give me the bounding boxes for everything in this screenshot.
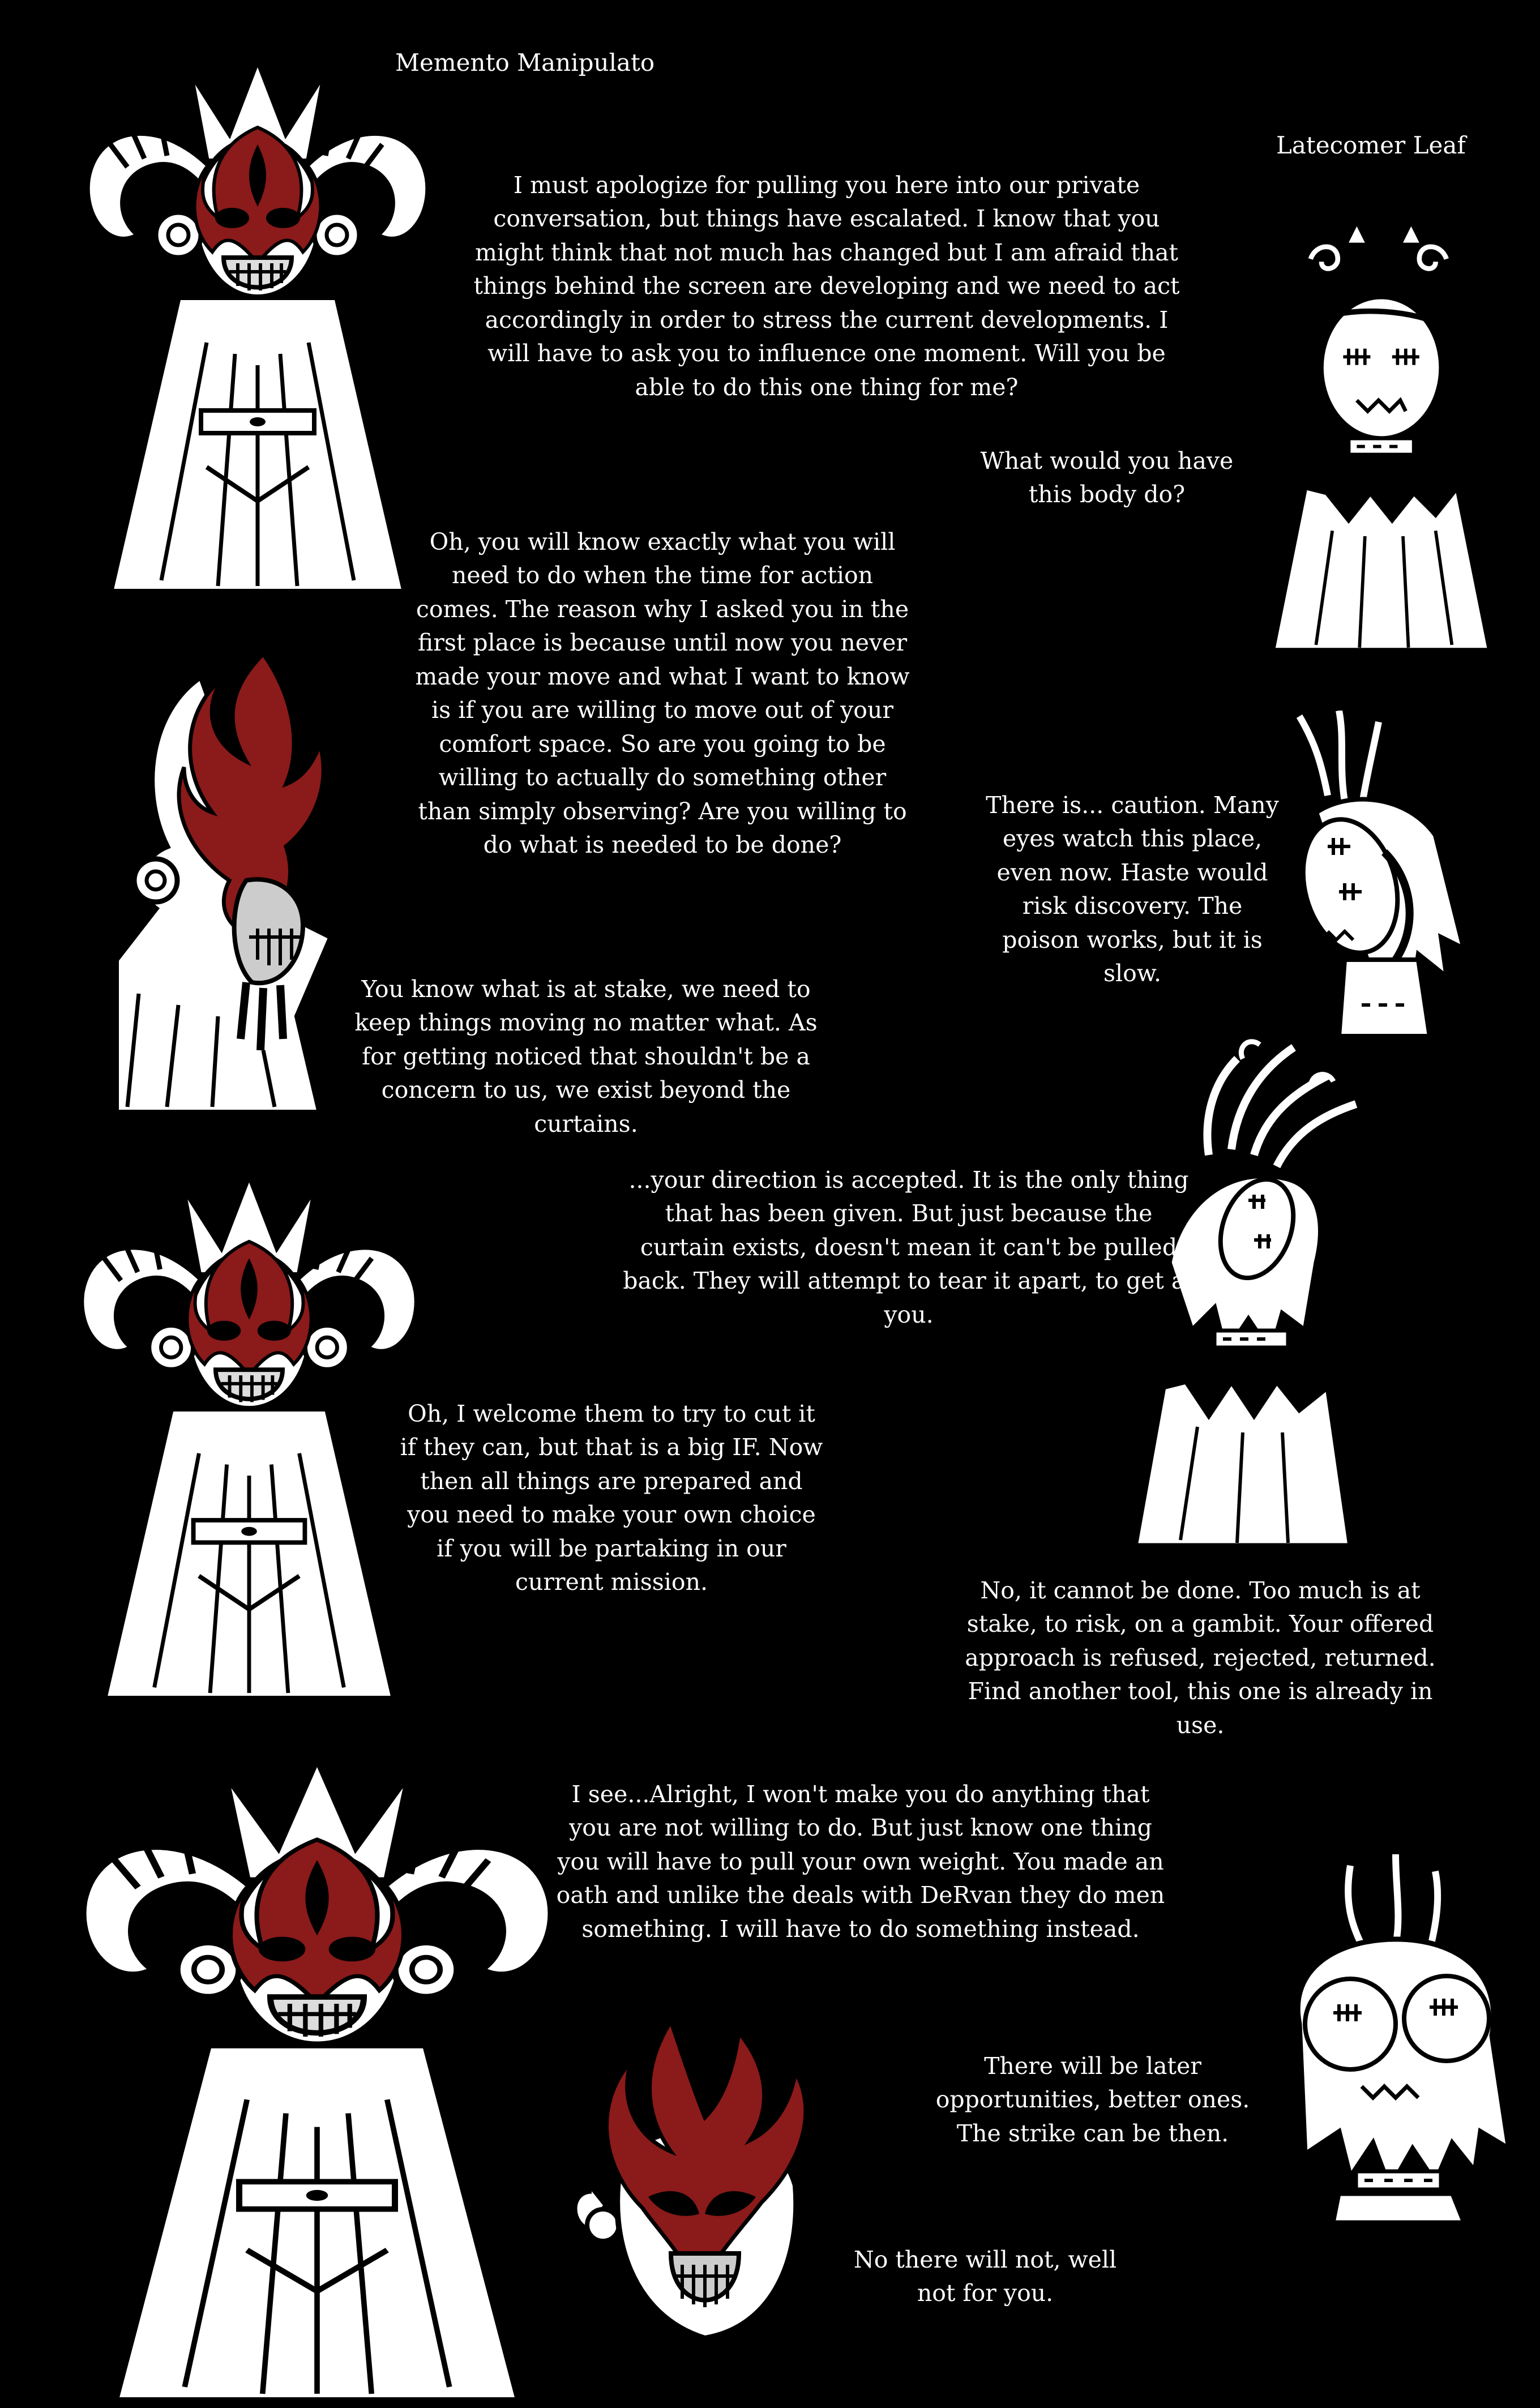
memento-manipulato-large-figure	[68, 1744, 566, 2401]
memento-manipulato-figure	[76, 48, 439, 592]
dialogue-leaf-1: What would you have this body do?	[980, 447, 1234, 508]
dialogue-leaf-4: No, it cannot be done. Too much is at stake, to risk, on a gambit. Your offered approach is refused, rejected, returned. Find another tool, this one is already in use.	[965, 1577, 1436, 1739]
memento-manipulato-closeup-figure	[116, 643, 365, 1113]
dialogue-memento-3: You know what is at stake, we need to keep things moving no matter what. As for getting noticed that shouldn't be a concern to us, we exist beyond the curtains.	[354, 976, 818, 1137]
memento-manipulato-head-figure	[558, 2021, 863, 2338]
dialogue-leaf-3: ...your direction is accepted. It is the only thing that has been given. But just because the curtain exists, doesn't mean it can't be pulled back. They will attempt to tear it apart, to get at you.	[623, 1166, 1195, 1328]
dialogue-memento-2: Oh, you will know exactly what you will need to do when the time for action comes. The reason why I asked you in the first place is because until now you never made your move and what I want to know is if you are willing to move out of your comfort space. So are you going to be willing to actually do something other than simply observing? Are you willing to do what is needed to be done?	[415, 528, 910, 858]
dialogue-leaf-2: There is... caution. Many eyes watch this place, even now. Haste would risk discovery. The poison works, but it is slow.	[986, 792, 1279, 987]
latecomer-leaf-figure	[1240, 170, 1512, 685]
dialogue-memento-1: I must apologize for pulling you here into our private conversation, but things have escalated. I know that you might think that not much has changed but I am afraid that things behind the screen are developing and we need to act accordingly in order to stress the current developments. I will have to ask you to influence one moment. Will you be able to do this one thing for me?	[473, 172, 1180, 401]
memento-manipulato-figure-2	[71, 1164, 427, 1699]
dialogue-leaf-5: There will be later opportunities, better ones. The strike can be then.	[935, 2052, 1250, 2147]
dialogue-memento-4: Oh, I welcome them to try to cut it if they can, but that is a big IF. Now then all things are prepared and you need to make your own choice if you will be partaking in our current mission.	[400, 1400, 823, 1596]
speaker-label-leaf: Latecomer Leaf	[1276, 131, 1466, 159]
speaker-label-memento: Memento Manipulato	[395, 49, 655, 76]
dialogue-memento-6: No there will not, well not for you.	[853, 2246, 1117, 2307]
dialogue-memento-5: I see...Alright, I won't make you do anything that you are not willing to do. But just know one thing you will have to pull your own weight. You made an oath and unlike the deals with DeRvan they do men something. I will have to do something instead.	[556, 1781, 1165, 1943]
latecomer-leaf-face-figure	[1265, 1854, 1515, 2222]
latecomer-leaf-closeup-figure	[1282, 711, 1469, 1036]
